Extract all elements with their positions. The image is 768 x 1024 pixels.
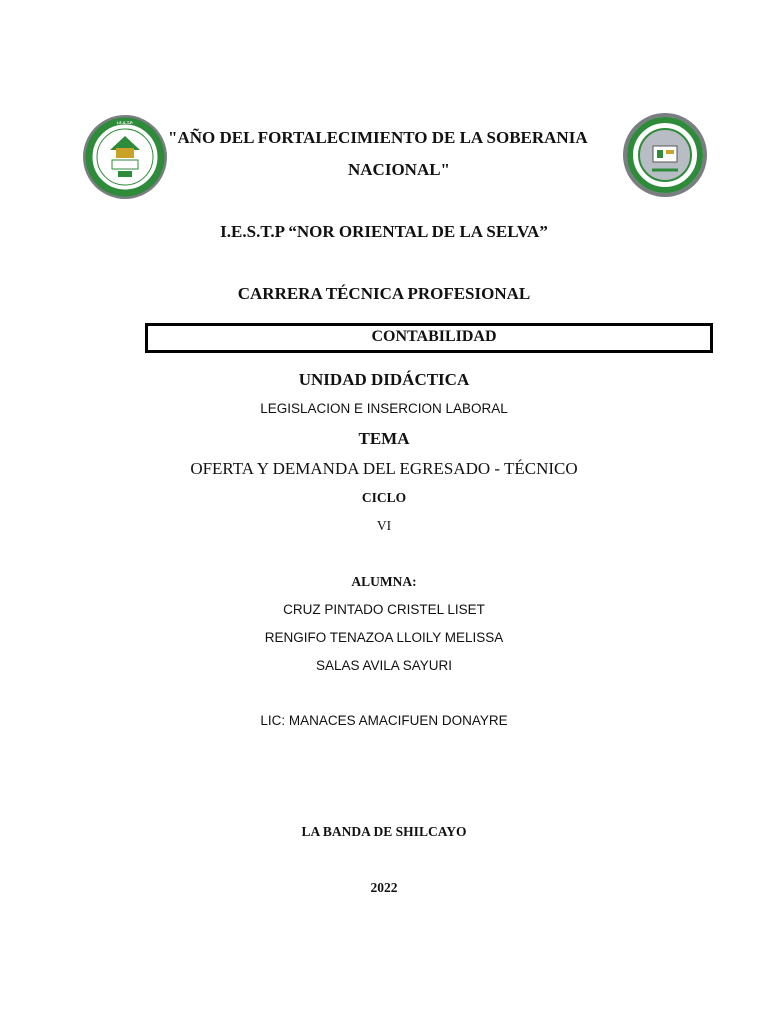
year-title-line1: "AÑO DEL FORTALECIMIENTO DE LA SOBERANIA: [168, 128, 588, 147]
unit-value: LEGISLACION E INSERCION LABORAL: [260, 401, 508, 416]
institute-seal-icon: [80, 112, 170, 202]
unit-heading: UNIDAD DIDÁCTICA: [298, 370, 470, 389]
career-name: CONTABILIDAD: [371, 328, 497, 345]
student-name: RENGIFO TENAZOA LLOILY MELISSA: [264, 630, 504, 645]
topic-value: OFERTA Y DEMANDA DEL EGRESADO - TÉCNICO: [190, 459, 578, 478]
topic-heading: TEMA: [358, 429, 410, 448]
career-box: [145, 323, 713, 353]
institute-name: I.E.S.T.P “NOR ORIENTAL DE LA SELVA”: [220, 222, 548, 241]
career-label: CARRERA TÉCNICA PROFESIONAL: [237, 284, 531, 303]
student-name: SALAS AVILA SAYURI: [315, 658, 453, 673]
svg-text:I.E.S.T.P.: I.E.S.T.P.: [116, 121, 134, 125]
year-title-line2: NACIONAL": [348, 160, 450, 179]
cycle-value: VI: [376, 518, 392, 533]
students-heading: ALUMNA:: [351, 574, 417, 589]
program-seal-icon: [620, 110, 710, 200]
cycle-heading: CICLO: [361, 490, 407, 505]
document-year: 2022: [370, 880, 398, 895]
student-name: CRUZ PINTADO CRISTEL LISET: [283, 602, 485, 617]
teacher-name: LIC: MANACES AMACIFUEN DONAYRE: [260, 713, 508, 728]
place-name: LA BANDA DE SHILCAYO: [301, 824, 467, 839]
